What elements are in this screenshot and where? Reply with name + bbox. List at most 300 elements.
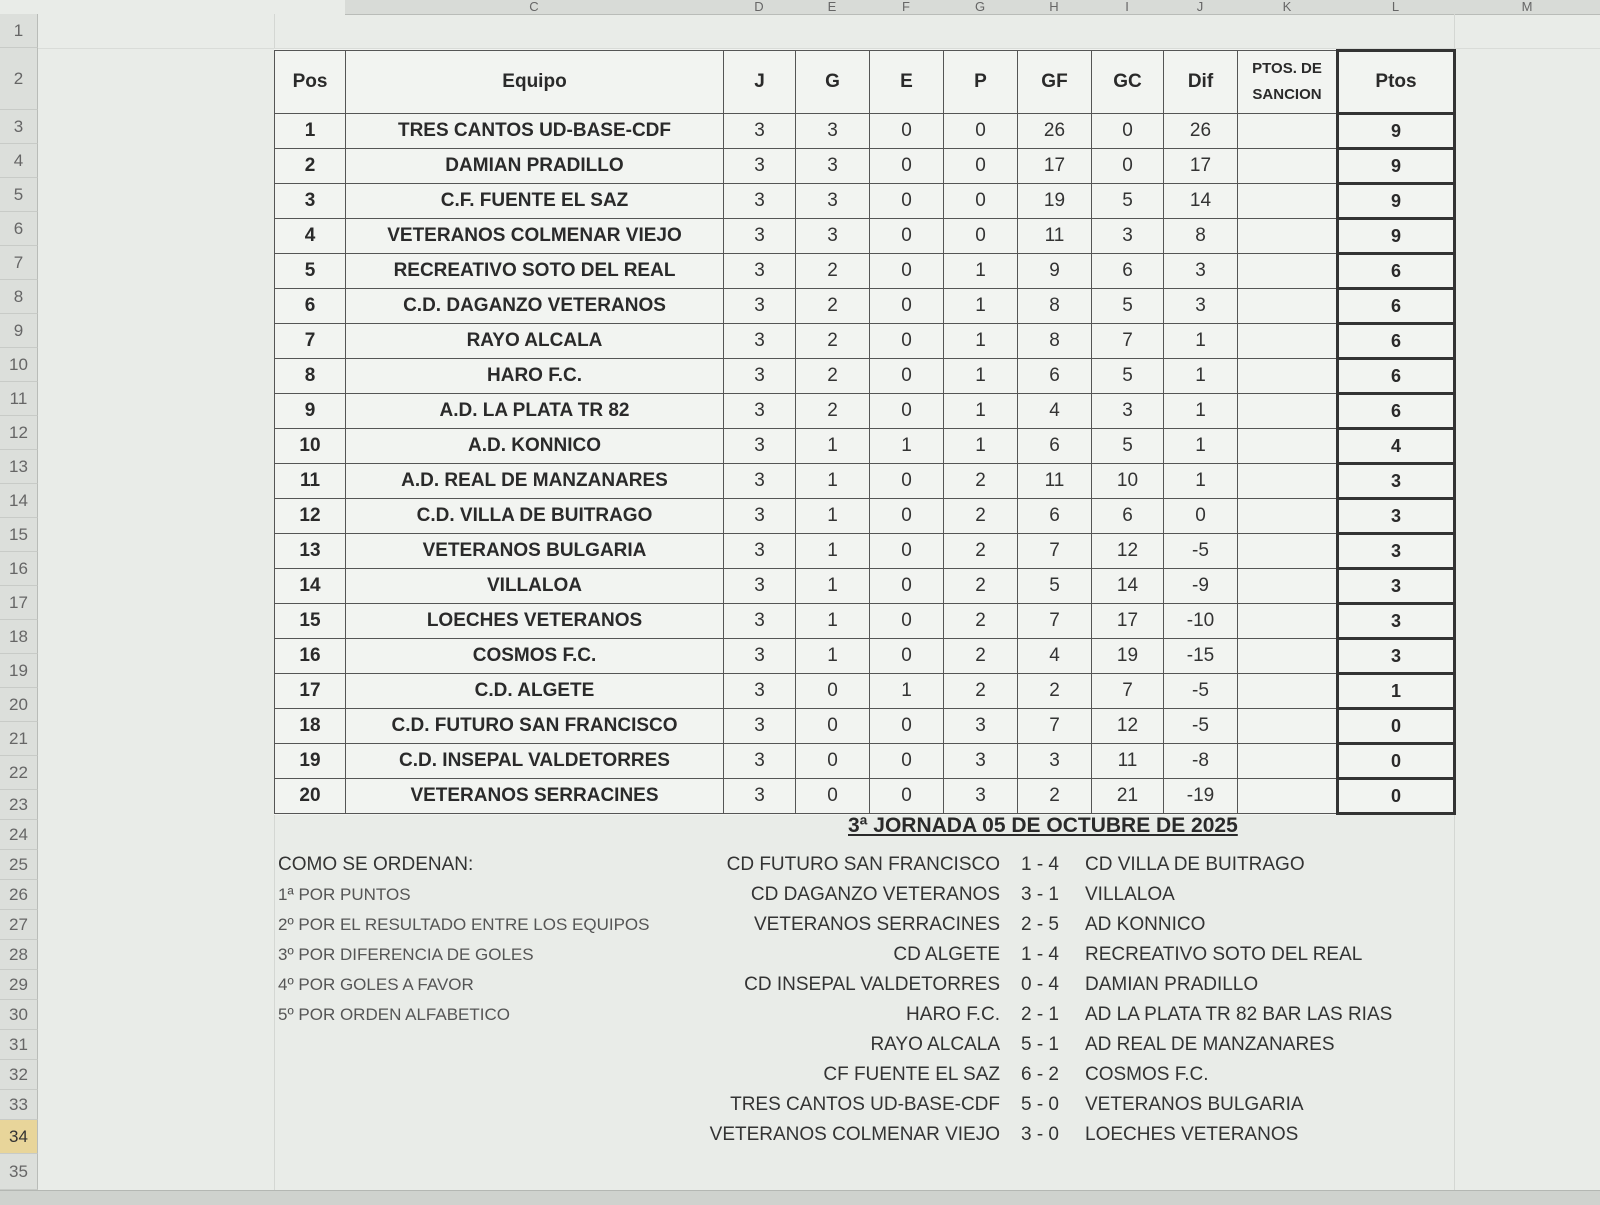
- cell-pos[interactable]: 5: [275, 254, 346, 289]
- cell-gc[interactable]: 3: [1092, 394, 1164, 429]
- cell-dif[interactable]: 3: [1164, 254, 1238, 289]
- cell-equipo[interactable]: A.D. REAL DE MANZANARES: [346, 464, 724, 499]
- cell-j[interactable]: 3: [724, 324, 796, 359]
- header-dif[interactable]: Dif: [1164, 51, 1238, 114]
- cell-ptos[interactable]: 0: [1338, 779, 1455, 814]
- cell-sancion[interactable]: [1238, 569, 1338, 604]
- cell-p[interactable]: 1: [944, 429, 1018, 464]
- header-gc[interactable]: GC: [1092, 51, 1164, 114]
- cell-dif[interactable]: 3: [1164, 289, 1238, 324]
- match-away[interactable]: AD REAL DE MANZANARES: [1085, 1034, 1335, 1055]
- match-away[interactable]: LOECHES VETERANOS: [1085, 1124, 1299, 1145]
- cell-dif[interactable]: 1: [1164, 394, 1238, 429]
- cell-g[interactable]: 0: [796, 744, 870, 779]
- cell-pos[interactable]: 19: [275, 744, 346, 779]
- cell-dif[interactable]: 1: [1164, 324, 1238, 359]
- header-equipo[interactable]: Equipo: [346, 51, 724, 114]
- cell-e[interactable]: 1: [870, 429, 944, 464]
- row-header[interactable]: 20: [0, 688, 38, 722]
- row-header[interactable]: 23: [0, 790, 38, 820]
- cell-j[interactable]: 3: [724, 709, 796, 744]
- cell-e[interactable]: 0: [870, 709, 944, 744]
- cell-p[interactable]: 2: [944, 534, 1018, 569]
- row-header[interactable]: 16: [0, 552, 38, 586]
- sheet-tabs-bar[interactable]: [0, 1190, 1600, 1205]
- cell-gf[interactable]: 17: [1018, 149, 1092, 184]
- cell-gc[interactable]: 7: [1092, 324, 1164, 359]
- cell-ptos[interactable]: 9: [1338, 149, 1455, 184]
- cell-gf[interactable]: 2: [1018, 779, 1092, 814]
- header-gf[interactable]: GF: [1018, 51, 1092, 114]
- match-away[interactable]: RECREATIVO SOTO DEL REAL: [1085, 944, 1363, 965]
- cell-g[interactable]: 3: [796, 114, 870, 149]
- cell-pos[interactable]: 12: [275, 499, 346, 534]
- row-header[interactable]: 17: [0, 586, 38, 620]
- cell-g[interactable]: 2: [796, 324, 870, 359]
- row-header[interactable]: 13: [0, 450, 38, 484]
- cell-g[interactable]: 1: [796, 569, 870, 604]
- cell-j[interactable]: 3: [724, 254, 796, 289]
- match-home[interactable]: HARO F.C.: [906, 1004, 1000, 1025]
- row-header[interactable]: 29: [0, 970, 38, 1000]
- match-home[interactable]: CD INSEPAL VALDETORRES: [744, 974, 1000, 995]
- cell-g[interactable]: 1: [796, 499, 870, 534]
- cell-gf[interactable]: 9: [1018, 254, 1092, 289]
- cell-gc[interactable]: 3: [1092, 219, 1164, 254]
- cell-g[interactable]: 0: [796, 674, 870, 709]
- cell-gc[interactable]: 12: [1092, 709, 1164, 744]
- match-home[interactable]: RAYO ALCALA: [870, 1034, 1000, 1055]
- cell-dif[interactable]: 1: [1164, 464, 1238, 499]
- cell-j[interactable]: 3: [724, 569, 796, 604]
- row-header[interactable]: 7: [0, 246, 38, 280]
- row-header[interactable]: 24: [0, 820, 38, 850]
- cell-g[interactable]: 1: [796, 534, 870, 569]
- cell-sancion[interactable]: [1238, 744, 1338, 779]
- row-header[interactable]: 12: [0, 416, 38, 450]
- cell-g[interactable]: 1: [796, 639, 870, 674]
- cell-gf[interactable]: 7: [1018, 604, 1092, 639]
- cell-e[interactable]: 0: [870, 149, 944, 184]
- cell-pos[interactable]: 10: [275, 429, 346, 464]
- cell-e[interactable]: 0: [870, 114, 944, 149]
- rules-title[interactable]: COMO SE ORDENAN:: [278, 854, 474, 875]
- cell-gf[interactable]: 7: [1018, 709, 1092, 744]
- cell-dif[interactable]: -15: [1164, 639, 1238, 674]
- row-header[interactable]: 3: [0, 110, 38, 144]
- cell-gc[interactable]: 17: [1092, 604, 1164, 639]
- header-ptos[interactable]: Ptos: [1338, 51, 1455, 114]
- row-header[interactable]: 22: [0, 756, 38, 790]
- cell-ptos[interactable]: 4: [1338, 429, 1455, 464]
- cell-sancion[interactable]: [1238, 674, 1338, 709]
- cell-p[interactable]: 1: [944, 324, 1018, 359]
- cell-j[interactable]: 3: [724, 744, 796, 779]
- cell-ptos[interactable]: 3: [1338, 534, 1455, 569]
- cell-dif[interactable]: -5: [1164, 534, 1238, 569]
- cell-gf[interactable]: 6: [1018, 359, 1092, 394]
- row-header[interactable]: 28: [0, 940, 38, 970]
- rule-item[interactable]: 2º POR EL RESULTADO ENTRE LOS EQUIPOS: [278, 915, 650, 934]
- cell-pos[interactable]: 8: [275, 359, 346, 394]
- header-pos[interactable]: Pos: [275, 51, 346, 114]
- cell-gf[interactable]: 4: [1018, 639, 1092, 674]
- column-header-d[interactable]: D: [723, 0, 796, 15]
- cell-gc[interactable]: 21: [1092, 779, 1164, 814]
- row-header[interactable]: 25: [0, 850, 38, 880]
- cell-j[interactable]: 3: [724, 359, 796, 394]
- rule-item[interactable]: 3º POR DIFERENCIA DE GOLES: [278, 945, 534, 964]
- cell-j[interactable]: 3: [724, 429, 796, 464]
- row-header[interactable]: 11: [0, 382, 38, 416]
- match-away[interactable]: DAMIAN PRADILLO: [1085, 974, 1259, 995]
- cell-sancion[interactable]: [1238, 359, 1338, 394]
- cell-e[interactable]: 0: [870, 534, 944, 569]
- rule-item[interactable]: 1ª POR PUNTOS: [278, 885, 411, 904]
- cell-j[interactable]: 3: [724, 604, 796, 639]
- match-home[interactable]: CD FUTURO SAN FRANCISCO: [726, 854, 1000, 875]
- cell-sancion[interactable]: [1238, 114, 1338, 149]
- cell-ptos[interactable]: 9: [1338, 184, 1455, 219]
- cell-sancion[interactable]: [1238, 709, 1338, 744]
- cell-equipo[interactable]: DAMIAN PRADILLO: [346, 149, 724, 184]
- match-score[interactable]: 5 - 1: [1020, 1034, 1060, 1055]
- cell-equipo[interactable]: LOECHES VETERANOS: [346, 604, 724, 639]
- cell-j[interactable]: 3: [724, 674, 796, 709]
- cell-dif[interactable]: 8: [1164, 219, 1238, 254]
- column-header-m[interactable]: M: [1454, 0, 1600, 15]
- cell-dif[interactable]: -5: [1164, 674, 1238, 709]
- cell-ptos[interactable]: 3: [1338, 499, 1455, 534]
- cell-p[interactable]: 3: [944, 779, 1018, 814]
- cell-p[interactable]: 1: [944, 394, 1018, 429]
- row-header[interactable]: 9: [0, 314, 38, 348]
- cell-ptos[interactable]: 1: [1338, 674, 1455, 709]
- cell-p[interactable]: 2: [944, 569, 1018, 604]
- cell-sancion[interactable]: [1238, 219, 1338, 254]
- cell-j[interactable]: 3: [724, 114, 796, 149]
- cell-p[interactable]: 2: [944, 604, 1018, 639]
- column-header-j[interactable]: J: [1163, 0, 1238, 15]
- cell-gc[interactable]: 5: [1092, 289, 1164, 324]
- match-score[interactable]: 3 - 1: [1020, 884, 1060, 905]
- cell-sancion[interactable]: [1238, 534, 1338, 569]
- row-header[interactable]: 14: [0, 484, 38, 518]
- match-away[interactable]: COSMOS F.C.: [1085, 1064, 1209, 1085]
- cell-gc[interactable]: 7: [1092, 674, 1164, 709]
- cell-equipo[interactable]: VILLALOA: [346, 569, 724, 604]
- cell-gc[interactable]: 5: [1092, 184, 1164, 219]
- match-away[interactable]: AD KONNICO: [1085, 914, 1206, 935]
- cell-sancion[interactable]: [1238, 779, 1338, 814]
- row-header[interactable]: 19: [0, 654, 38, 688]
- row-header[interactable]: 10: [0, 348, 38, 382]
- cell-gf[interactable]: 6: [1018, 429, 1092, 464]
- cell-pos[interactable]: 16: [275, 639, 346, 674]
- cell-e[interactable]: 0: [870, 604, 944, 639]
- cell-gc[interactable]: 5: [1092, 359, 1164, 394]
- row-header[interactable]: 21: [0, 722, 38, 756]
- cell-pos[interactable]: 15: [275, 604, 346, 639]
- cell-g[interactable]: 2: [796, 394, 870, 429]
- cell-e[interactable]: 0: [870, 569, 944, 604]
- cell-g[interactable]: 1: [796, 604, 870, 639]
- cell-gc[interactable]: 6: [1092, 499, 1164, 534]
- cell-e[interactable]: 0: [870, 289, 944, 324]
- cell-equipo[interactable]: A.D. KONNICO: [346, 429, 724, 464]
- cell-e[interactable]: 0: [870, 184, 944, 219]
- cell-g[interactable]: 3: [796, 219, 870, 254]
- cell-p[interactable]: 1: [944, 254, 1018, 289]
- cell-g[interactable]: 2: [796, 289, 870, 324]
- cell-j[interactable]: 3: [724, 464, 796, 499]
- match-home[interactable]: VETERANOS SERRACINES: [754, 914, 1000, 935]
- cell-e[interactable]: 0: [870, 254, 944, 289]
- cell-dif[interactable]: 1: [1164, 429, 1238, 464]
- cell-ptos[interactable]: 6: [1338, 324, 1455, 359]
- match-away[interactable]: VETERANOS BULGARIA: [1085, 1094, 1304, 1115]
- cell-j[interactable]: 3: [724, 639, 796, 674]
- cell-ptos[interactable]: 3: [1338, 604, 1455, 639]
- cell-e[interactable]: 0: [870, 499, 944, 534]
- cell-gc[interactable]: 12: [1092, 534, 1164, 569]
- cell-dif[interactable]: -9: [1164, 569, 1238, 604]
- cell-equipo[interactable]: VETERANOS COLMENAR VIEJO: [346, 219, 724, 254]
- row-header[interactable]: 27: [0, 910, 38, 940]
- cell-dif[interactable]: -19: [1164, 779, 1238, 814]
- cell-equipo[interactable]: C.D. VILLA DE BUITRAGO: [346, 499, 724, 534]
- match-home[interactable]: TRES CANTOS UD-BASE-CDF: [730, 1094, 1000, 1115]
- cell-gc[interactable]: 19: [1092, 639, 1164, 674]
- rule-item[interactable]: 5º POR ORDEN ALFABETICO: [278, 1005, 510, 1024]
- cell-g[interactable]: 3: [796, 149, 870, 184]
- cell-e[interactable]: 0: [870, 359, 944, 394]
- cell-sancion[interactable]: [1238, 429, 1338, 464]
- cell-pos[interactable]: 6: [275, 289, 346, 324]
- match-score[interactable]: 2 - 5: [1020, 914, 1060, 935]
- row-header[interactable]: 2: [0, 48, 38, 110]
- cell-dif[interactable]: 17: [1164, 149, 1238, 184]
- cell-pos[interactable]: 11: [275, 464, 346, 499]
- row-header-active[interactable]: 34: [0, 1120, 38, 1154]
- cell-equipo[interactable]: TRES CANTOS UD-BASE-CDF: [346, 114, 724, 149]
- cell-ptos[interactable]: 6: [1338, 254, 1455, 289]
- cell-e[interactable]: 0: [870, 324, 944, 359]
- row-header[interactable]: 32: [0, 1060, 38, 1090]
- cell-gf[interactable]: 19: [1018, 184, 1092, 219]
- match-score[interactable]: 3 - 0: [1020, 1124, 1060, 1145]
- match-score[interactable]: 6 - 2: [1020, 1064, 1060, 1085]
- cell-sancion[interactable]: [1238, 464, 1338, 499]
- row-header[interactable]: 6: [0, 212, 38, 246]
- row-header[interactable]: 33: [0, 1090, 38, 1120]
- match-score[interactable]: 1 - 4: [1020, 854, 1060, 875]
- cell-p[interactable]: 0: [944, 184, 1018, 219]
- cell-e[interactable]: 0: [870, 639, 944, 674]
- match-away[interactable]: AD LA PLATA TR 82 BAR LAS RIAS: [1085, 1004, 1393, 1025]
- match-away[interactable]: VILLALOA: [1085, 884, 1175, 905]
- cell-gc[interactable]: 6: [1092, 254, 1164, 289]
- jornada-title[interactable]: 3ª JORNADA 05 DE OCTUBRE DE 2025: [848, 814, 1238, 837]
- cell-gf[interactable]: 8: [1018, 324, 1092, 359]
- match-score[interactable]: 0 - 4: [1020, 974, 1060, 995]
- cell-dif[interactable]: -8: [1164, 744, 1238, 779]
- cell-g[interactable]: 0: [796, 779, 870, 814]
- cell-dif[interactable]: 0: [1164, 499, 1238, 534]
- cell-j[interactable]: 3: [724, 534, 796, 569]
- cell-gf[interactable]: 5: [1018, 569, 1092, 604]
- cell-equipo[interactable]: C.D. DAGANZO VETERANOS: [346, 289, 724, 324]
- cell-e[interactable]: 0: [870, 464, 944, 499]
- cell-sancion[interactable]: [1238, 499, 1338, 534]
- cell-dif[interactable]: 26: [1164, 114, 1238, 149]
- header-e[interactable]: E: [870, 51, 944, 114]
- column-header-h[interactable]: H: [1017, 0, 1092, 15]
- cell-gc[interactable]: 11: [1092, 744, 1164, 779]
- cell-p[interactable]: 1: [944, 289, 1018, 324]
- header-g[interactable]: G: [796, 51, 870, 114]
- cell-g[interactable]: 1: [796, 429, 870, 464]
- cell-pos[interactable]: 7: [275, 324, 346, 359]
- cell-equipo[interactable]: C.F. FUENTE EL SAZ: [346, 184, 724, 219]
- cell-e[interactable]: 0: [870, 219, 944, 254]
- cell-dif[interactable]: -5: [1164, 709, 1238, 744]
- match-home[interactable]: CD ALGETE: [893, 944, 1000, 965]
- cell-ptos[interactable]: 3: [1338, 639, 1455, 674]
- cell-ptos[interactable]: 0: [1338, 709, 1455, 744]
- row-header[interactable]: 5: [0, 178, 38, 212]
- cell-j[interactable]: 3: [724, 779, 796, 814]
- row-header[interactable]: 31: [0, 1030, 38, 1060]
- column-header-g[interactable]: G: [943, 0, 1018, 15]
- cell-j[interactable]: 3: [724, 289, 796, 324]
- cell-ptos[interactable]: 3: [1338, 464, 1455, 499]
- cell-ptos[interactable]: 3: [1338, 569, 1455, 604]
- cell-gf[interactable]: 6: [1018, 499, 1092, 534]
- cell-pos[interactable]: 13: [275, 534, 346, 569]
- cell-gf[interactable]: 2: [1018, 674, 1092, 709]
- cell-equipo[interactable]: RECREATIVO SOTO DEL REAL: [346, 254, 724, 289]
- cell-sancion[interactable]: [1238, 604, 1338, 639]
- cell-e[interactable]: 1: [870, 674, 944, 709]
- cell-g[interactable]: 2: [796, 254, 870, 289]
- column-header-k[interactable]: K: [1237, 0, 1338, 15]
- cell-equipo[interactable]: RAYO ALCALA: [346, 324, 724, 359]
- cell-p[interactable]: 2: [944, 499, 1018, 534]
- cell-ptos[interactable]: 9: [1338, 114, 1455, 149]
- cell-pos[interactable]: 17: [275, 674, 346, 709]
- cell-e[interactable]: 0: [870, 779, 944, 814]
- cell-gc[interactable]: 5: [1092, 429, 1164, 464]
- cell-p[interactable]: 2: [944, 464, 1018, 499]
- cell-p[interactable]: 2: [944, 674, 1018, 709]
- cell-pos[interactable]: 2: [275, 149, 346, 184]
- cell-equipo[interactable]: HARO F.C.: [346, 359, 724, 394]
- cell-gf[interactable]: 11: [1018, 464, 1092, 499]
- header-j[interactable]: J: [724, 51, 796, 114]
- cell-pos[interactable]: 1: [275, 114, 346, 149]
- match-away[interactable]: CD VILLA DE BUITRAGO: [1085, 854, 1305, 875]
- header-sancion[interactable]: PTOS. DE SANCION: [1238, 51, 1338, 114]
- cell-j[interactable]: 3: [724, 394, 796, 429]
- cell-sancion[interactable]: [1238, 149, 1338, 184]
- column-header-i[interactable]: I: [1091, 0, 1164, 15]
- cell-sancion[interactable]: [1238, 289, 1338, 324]
- cell-sancion[interactable]: [1238, 324, 1338, 359]
- cell-pos[interactable]: 4: [275, 219, 346, 254]
- cell-g[interactable]: 0: [796, 709, 870, 744]
- cell-pos[interactable]: 18: [275, 709, 346, 744]
- cell-e[interactable]: 0: [870, 744, 944, 779]
- cell-j[interactable]: 3: [724, 219, 796, 254]
- match-home[interactable]: CD DAGANZO VETERANOS: [750, 884, 1000, 905]
- cell-gf[interactable]: 7: [1018, 534, 1092, 569]
- cell-p[interactable]: 0: [944, 114, 1018, 149]
- rule-item[interactable]: 4º POR GOLES A FAVOR: [278, 975, 474, 994]
- row-header[interactable]: 8: [0, 280, 38, 314]
- cell-g[interactable]: 1: [796, 464, 870, 499]
- cell-gf[interactable]: 3: [1018, 744, 1092, 779]
- match-score[interactable]: 2 - 1: [1020, 1004, 1060, 1025]
- cell-equipo[interactable]: COSMOS F.C.: [346, 639, 724, 674]
- cell-pos[interactable]: 3: [275, 184, 346, 219]
- column-header-c[interactable]: C: [345, 0, 724, 15]
- cell-equipo[interactable]: C.D. ALGETE: [346, 674, 724, 709]
- cell-p[interactable]: 1: [944, 359, 1018, 394]
- cell-equipo[interactable]: A.D. LA PLATA TR 82: [346, 394, 724, 429]
- cell-sancion[interactable]: [1238, 184, 1338, 219]
- row-header[interactable]: 26: [0, 880, 38, 910]
- cell-ptos[interactable]: 0: [1338, 744, 1455, 779]
- cell-dif[interactable]: 14: [1164, 184, 1238, 219]
- cell-gc[interactable]: 0: [1092, 149, 1164, 184]
- row-header[interactable]: 35: [0, 1154, 38, 1190]
- match-score[interactable]: 5 - 0: [1020, 1094, 1060, 1115]
- cell-ptos[interactable]: 6: [1338, 394, 1455, 429]
- row-header[interactable]: 18: [0, 620, 38, 654]
- cell-gc[interactable]: 10: [1092, 464, 1164, 499]
- cell-sancion[interactable]: [1238, 394, 1338, 429]
- row-header[interactable]: 1: [0, 14, 38, 48]
- cell-ptos[interactable]: 6: [1338, 289, 1455, 324]
- cell-j[interactable]: 3: [724, 149, 796, 184]
- cell-sancion[interactable]: [1238, 639, 1338, 674]
- cell-gc[interactable]: 0: [1092, 114, 1164, 149]
- cell-ptos[interactable]: 9: [1338, 219, 1455, 254]
- match-home[interactable]: VETERANOS COLMENAR VIEJO: [709, 1124, 1000, 1145]
- cell-equipo[interactable]: C.D. INSEPAL VALDETORRES: [346, 744, 724, 779]
- cell-p[interactable]: 3: [944, 744, 1018, 779]
- row-header[interactable]: 30: [0, 1000, 38, 1030]
- cell-pos[interactable]: 14: [275, 569, 346, 604]
- cell-p[interactable]: 0: [944, 149, 1018, 184]
- cell-gc[interactable]: 14: [1092, 569, 1164, 604]
- cell-equipo[interactable]: C.D. FUTURO SAN FRANCISCO: [346, 709, 724, 744]
- cell-dif[interactable]: 1: [1164, 359, 1238, 394]
- cell-equipo[interactable]: VETERANOS BULGARIA: [346, 534, 724, 569]
- cell-p[interactable]: 2: [944, 639, 1018, 674]
- cell-ptos[interactable]: 6: [1338, 359, 1455, 394]
- cell-sancion[interactable]: [1238, 254, 1338, 289]
- cell-g[interactable]: 3: [796, 184, 870, 219]
- cell-equipo[interactable]: VETERANOS SERRACINES: [346, 779, 724, 814]
- cell-dif[interactable]: -10: [1164, 604, 1238, 639]
- row-header[interactable]: 4: [0, 144, 38, 178]
- header-p[interactable]: P: [944, 51, 1018, 114]
- cell-pos[interactable]: 9: [275, 394, 346, 429]
- cell-p[interactable]: 3: [944, 709, 1018, 744]
- column-header-l[interactable]: L: [1337, 0, 1455, 15]
